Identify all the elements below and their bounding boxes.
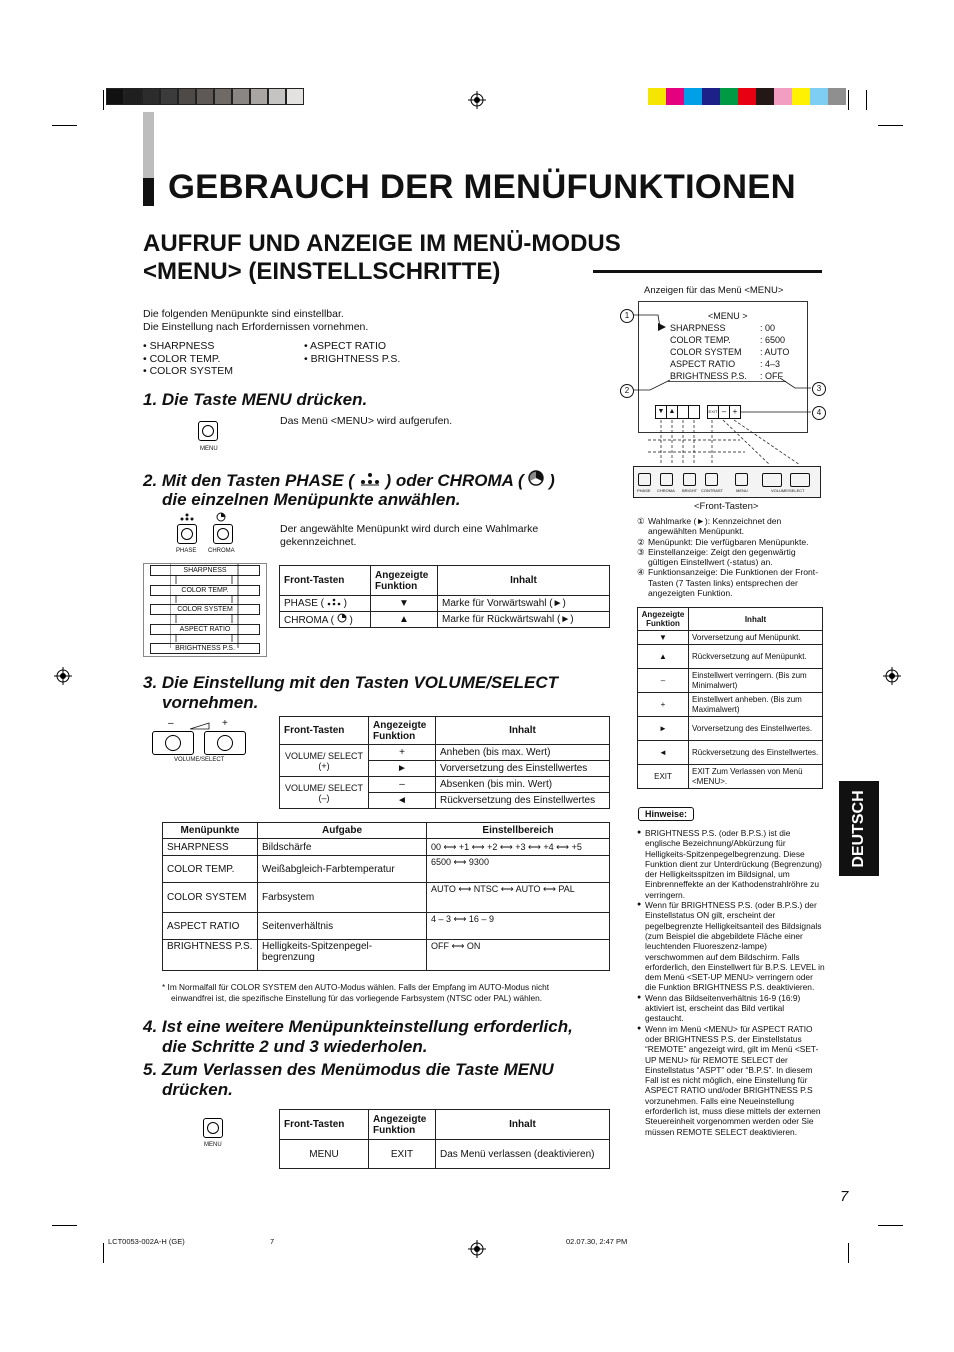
screen-item: BRIGHTNESS P.S.	[670, 371, 747, 381]
table-cell: PHASE ( )	[280, 596, 371, 612]
crop-mark	[866, 90, 867, 110]
volume-minus-front-button	[762, 473, 782, 487]
menu-button-label: MENU	[204, 1142, 222, 1148]
screen-legend	[637, 516, 827, 598]
menu-button-icon	[203, 1118, 223, 1138]
table-cell: Weißabgleich-Farbtemperatur	[258, 856, 427, 883]
language-tab-label: DEUTSCH	[850, 789, 867, 868]
cell-text: CHROMA (	[284, 615, 334, 626]
footer-page: 7	[270, 1237, 275, 1246]
table-cell: BRIGHTNESS P.S.	[163, 940, 258, 971]
function-table	[637, 607, 823, 789]
exit-indicator: EXIT	[707, 405, 719, 419]
ladder-item: SHARPNESS	[150, 565, 260, 576]
notes-list	[637, 828, 825, 1137]
table-row	[638, 669, 823, 693]
table-header: Angezeigte Funktion	[638, 608, 689, 631]
table-cell: Absenken (bis min. Wert)	[436, 777, 610, 793]
color-swatch	[828, 88, 846, 105]
screen-value: : 6500	[760, 335, 786, 345]
table-header: Front-Tasten	[280, 1110, 369, 1140]
table-cell: Rückversetzung des Einstellwertes.	[689, 741, 823, 765]
gray-swatch	[142, 88, 160, 105]
table-cell: COLOR TEMP.	[163, 856, 258, 883]
table-row	[638, 717, 823, 741]
legend-number: ③	[637, 546, 645, 557]
ladder-item: ASPECT RATIO	[150, 624, 260, 635]
minus-label: –	[168, 718, 174, 729]
table-row	[280, 596, 610, 612]
table-row	[280, 745, 610, 761]
volume-select-label: VOLUME/SELECT	[174, 757, 225, 763]
footer-date: 02.07.30, 2:47 PM	[566, 1237, 628, 1246]
step4-heading-line2: die Schritte 2 und 3 wiederholen.	[162, 1037, 428, 1056]
list-item: • BRIGHTNESS P.S.	[304, 352, 401, 365]
table-cell: ►	[638, 717, 689, 741]
gray-margin-bar	[143, 112, 154, 182]
volume-plus-front-button	[790, 473, 810, 487]
table-cell: Bildschärfe	[258, 839, 427, 856]
table-cell: Einstellwert anheben. (Bis zum Maximalwert)	[689, 693, 823, 717]
front-label: VOLUME/SELECT	[771, 488, 805, 493]
table-row	[638, 631, 823, 645]
table-header: Angezeigte Funktion	[369, 1110, 436, 1140]
chroma-front-button	[660, 473, 673, 486]
step2-heading	[143, 470, 555, 491]
table-cell: Marke für Vorwärtswahl (►)	[438, 596, 610, 612]
color-swatch	[810, 88, 828, 105]
table-row	[638, 645, 823, 669]
crop-mark	[103, 1243, 104, 1263]
table-cell: EXIT	[369, 1140, 436, 1169]
table-cell: Das Menü verlassen (deaktivieren)	[436, 1140, 610, 1169]
color-swatch	[738, 88, 756, 105]
language-tab	[839, 781, 879, 876]
table-header: Menüpunkte	[163, 823, 258, 839]
table-row	[163, 940, 610, 971]
table-header: Front-Tasten	[280, 566, 371, 596]
table-cell: ◄	[638, 741, 689, 765]
screen-value: : AUTO	[760, 347, 790, 357]
table-header: Aufgabe	[258, 823, 427, 839]
table-cell: ►	[369, 761, 436, 777]
table-cell: Seitenverhältnis	[258, 913, 427, 940]
screen-caption: Anzeigen für das Menü <MENU>	[644, 285, 784, 296]
legend-item	[637, 567, 827, 598]
table-cell: MENU	[280, 1140, 369, 1169]
table-cell: –	[638, 669, 689, 693]
screen-item: COLOR TEMP.	[670, 335, 731, 345]
step2-heading-part: ) oder CHROMA (	[385, 471, 524, 490]
table-cell: ▲	[371, 612, 438, 628]
table-cell: –	[369, 777, 436, 793]
footnote-line: * Im Normalfall für COLOR SYSTEM den AUTO-Modus wählen. Falls der Empfang im AUTO-Modus nicht	[162, 982, 550, 992]
menu-items-table	[162, 822, 610, 971]
table-cell: 4 – 3 ⟷ 16 – 9	[427, 913, 610, 940]
notes-title: Hinweise:	[638, 807, 694, 821]
legend-text: Funktionsanzeige: Die Funktionen der Front-Tasten (7 Tasten links) entsprechen der angezeigten Funktion.	[648, 567, 819, 599]
screen-item: SHARPNESS	[670, 323, 726, 333]
bullet-icon: ●	[637, 1024, 642, 1032]
front-label: BRIGHT	[682, 488, 698, 493]
phase-icon	[327, 598, 341, 606]
title-rule	[593, 270, 822, 273]
intro-line-1: Die folgenden Menüpunkte sind einstellbar.	[143, 308, 344, 320]
phase-button	[177, 524, 197, 544]
table-header: Inhalt	[436, 717, 610, 745]
chroma-icon	[528, 470, 544, 486]
callout-leaders	[620, 300, 835, 480]
table-cell: AUTO ⟷ NTSC ⟷ AUTO ⟷ PAL	[427, 883, 610, 913]
crop-mark	[848, 1243, 849, 1263]
table-cell: Rückversetzung auf Menüpunkt.	[689, 645, 823, 669]
intro-list-col1	[143, 340, 233, 378]
table-row	[163, 913, 610, 940]
phase-front-button	[638, 473, 651, 486]
color-swatch	[666, 88, 684, 105]
step5-heading-line2: drücken.	[162, 1080, 233, 1099]
front-label: PHASE	[637, 488, 651, 493]
table-cell: ▼	[371, 596, 438, 612]
table-cell: Farbsystem	[258, 883, 427, 913]
note-item	[637, 993, 825, 1024]
plus-label: +	[222, 718, 228, 729]
gray-swatch	[160, 88, 178, 105]
note-item	[637, 828, 825, 900]
step5-table	[279, 1109, 610, 1169]
intro-text	[143, 308, 368, 333]
registration-mark-icon	[468, 91, 486, 109]
step1-description: Das Menü <MENU> wird aufgerufen.	[280, 415, 453, 427]
front-label: CHROMA	[657, 488, 675, 493]
screen-value: : 00	[760, 323, 776, 333]
section-title-line1: AUFRUF UND ANZEIGE IM MENÜ-MODUS	[143, 230, 621, 257]
table-cell: Einstellwert verringern. (Bis zum Minimalwert)	[689, 669, 823, 693]
table-cell: Marke für Rückwärtswahl (►)	[438, 612, 610, 628]
table-cell: Rückversetzung des Einstellwertes	[436, 793, 610, 809]
screen-value: : 4–3	[760, 359, 781, 369]
chroma-button	[213, 524, 233, 544]
list-item: • COLOR SYSTEM	[143, 365, 234, 377]
table-header: Angezeigte Funktion	[371, 566, 438, 596]
table-header: Front-Tasten	[280, 717, 369, 745]
list-item: • ASPECT RATIO	[304, 340, 387, 352]
note-text: Wenn für BRIGHTNESS P.S. (oder B.P.S.) der Einstellstatus ON gilt, erscheint der pegelbegrenzte Helligkeitsanteil des Bildsignals (zum Beispiel die abgebildete Fläche einer leuchtenden Fluoreszenz-lampe) verschwommen auf dem Bildschirm. Falls erforderlich, den Einstellwert für B.P.S. LEVEL in dem Menü <SET-UP MENU> verringern oder die Funktion BRIGHTNESS P.S. deaktivieren.	[645, 900, 825, 993]
front-caption: <Front-Tasten>	[694, 501, 759, 512]
legend-item	[637, 537, 827, 547]
table-header: Angezeigte Funktion	[369, 717, 436, 745]
legend-text: Wahlmarke (►): Kennzeichnet den angewählten Menüpunkt.	[648, 516, 782, 537]
phase-button-label: PHASE	[176, 548, 197, 554]
table-row	[163, 856, 610, 883]
table-cell: Anheben (bis max. Wert)	[436, 745, 610, 761]
title-marker-bar	[143, 178, 154, 206]
color-swatch	[792, 88, 810, 105]
color-swatch	[648, 88, 666, 105]
color-swatch	[702, 88, 720, 105]
crop-mark	[52, 125, 77, 126]
phase-icon	[359, 472, 381, 486]
crop-mark	[103, 90, 104, 110]
intro-line-2: Die Einstellung nach Erfordernissen vornehmen.	[143, 320, 369, 333]
table-row	[638, 693, 823, 717]
table-cell: SHARPNESS	[163, 839, 258, 856]
cell-text: PHASE (	[284, 598, 325, 609]
table-cell: 6500 ⟷ 9300	[427, 856, 610, 883]
table-cell: ▼	[638, 631, 689, 645]
table-cell: Vorversetzung auf Menüpunkt.	[689, 631, 823, 645]
note-text: BRIGHTNESS P.S. (oder B.P.S.) ist die englische Bezeichnung/Abkürzung für Helligkeits-Spitzenpegelbegrenzung. Diese Funktion dient zur Unterdrückung (Begrenzung) der Helligkeitsspitzen im Bildsignal, um Einbrenneffekte an der Kathodenstrahlröhre zu verringern.	[645, 828, 822, 900]
gray-swatch	[196, 88, 214, 105]
step2-heading-part: 2. Mit den Tasten PHASE (	[143, 471, 354, 490]
table-row	[163, 839, 610, 856]
chroma-icon	[216, 512, 226, 522]
legend-text: Menüpunkt: Die verfügbaren Menüpunkte.	[648, 536, 809, 547]
section-title-line2: <MENU> (EINSTELLSCHRITTE)	[143, 258, 501, 285]
ladder-arrows	[170, 560, 240, 652]
table-row	[280, 612, 610, 628]
registration-mark-icon	[883, 667, 901, 685]
step3-table	[279, 716, 610, 809]
contrast-front-button	[705, 473, 718, 486]
note-text: Wenn im Menü <MENU> für ASPECT RATIO oder BRIGHTNESS P.S. der Einstellstatus “REMOTE” angezeigt wird, gilt im Menü <SET-UP MENU> für REMOTE SELECT der Einstellstatus “ASPT” oder “B.P.S”. In diesem Fall ist es nicht möglich, eine Einstellung für ASPECT RATIO und/oder BRIGHTNESS P.S vorzunehmen. Falls eine Neueinstellung erforderlich ist, muss diese mittels der externen Steuereinheit vorgenommen werden oder Sie müssen REMOTE SELECT deaktivieren.	[645, 1023, 821, 1137]
chroma-button-label: CHROMA	[208, 548, 235, 554]
table-cell: Helligkeits-Spitzenpegel-begrenzung	[258, 940, 427, 971]
legend-number: ①	[637, 516, 645, 526]
table-row	[280, 777, 610, 793]
front-panel	[633, 466, 821, 498]
table-header: Inhalt	[436, 1110, 610, 1140]
callout-2: 2	[620, 384, 634, 398]
intro-list-col2	[304, 340, 400, 365]
table-cell: +	[369, 745, 436, 761]
registration-mark-icon	[468, 1240, 486, 1258]
ladder-item: COLOR SYSTEM	[150, 604, 260, 615]
ladder-item: COLOR TEMP.	[150, 585, 260, 596]
table-header: Inhalt	[438, 566, 610, 596]
note-item	[637, 1024, 825, 1137]
table-row	[638, 765, 823, 789]
table-cell: ASPECT RATIO	[163, 913, 258, 940]
page-number: 7	[840, 1188, 849, 1205]
crop-mark	[52, 1225, 77, 1226]
crop-mark	[878, 1225, 903, 1226]
table-cell: COLOR SYSTEM	[163, 883, 258, 913]
step3-heading-line2: vornehmen.	[162, 693, 259, 712]
screen-item: ASPECT RATIO	[670, 359, 736, 369]
ladder-item: BRIGHTNESS P.S.	[150, 643, 260, 654]
table-cell: 00 ⟷ +1 ⟷ +2 ⟷ +3 ⟷ +4 ⟷ +5	[427, 839, 610, 856]
plus-indicator-icon: +	[729, 405, 741, 419]
table-row	[280, 1140, 610, 1169]
table-cell: CHROMA ( )	[280, 612, 371, 628]
gray-swatch	[250, 88, 268, 105]
table-cell: VOLUME/ SELECT (–)	[280, 777, 369, 809]
table-cell: ◄	[369, 793, 436, 809]
footer-code: LCT0053-002A-H (GE)	[108, 1237, 185, 1246]
front-label: CONTRAST	[701, 488, 723, 493]
gray-swatch	[214, 88, 232, 105]
color-swatch	[684, 88, 702, 105]
bullet-icon: ●	[637, 901, 642, 909]
list-item: • SHARPNESS	[143, 340, 215, 352]
chroma-icon	[337, 613, 347, 623]
gray-swatch	[286, 88, 304, 105]
menu-front-button	[735, 473, 748, 486]
volume-select-button-pair	[152, 731, 245, 755]
legend-item	[637, 547, 827, 568]
step2-description: Der angewählte Menüpunkt wird durch eine Wahlmarke gekennzeichnet.	[280, 523, 539, 548]
note-text: Wenn das Bildseitenverhältnis 16-9 (16:9) aktiviert ist, erscheint das Bild vertikal gestaucht.	[645, 992, 801, 1024]
table-cell: Vorversetzung des Einstellwertes	[436, 761, 610, 777]
page-title: GEBRAUCH DER MENÜFUNKTIONEN	[168, 168, 796, 206]
legend-text: Einstellanzeige: Zeigt den gegenwärtig gültigen Einstellwert (-status) an.	[648, 546, 796, 568]
front-label: MENU	[736, 488, 748, 493]
menu-table-footnote	[162, 982, 549, 1004]
step3-heading: 3. Die Einstellung mit den Tasten VOLUME/SELECT	[143, 673, 558, 692]
table-header: Einstellbereich	[427, 823, 610, 839]
volume-ramp-icon	[189, 722, 211, 730]
table-cell: ▲	[638, 645, 689, 669]
menu-button-icon	[198, 421, 218, 441]
step1-heading: 1. Die Taste MENU drücken.	[143, 390, 368, 409]
step2-table	[279, 565, 610, 628]
table-cell: OFF ⟷ ON	[427, 940, 610, 971]
legend-number: ④	[637, 567, 645, 578]
step5-heading: 5. Zum Verlassen des Menümodus die Taste MENU	[143, 1060, 554, 1079]
step2-heading-line2: die einzelnen Menüpunkte anwählen.	[162, 490, 461, 509]
table-cell: EXIT Zum Verlassen von Menü <MENU>.	[689, 765, 823, 789]
table-row	[163, 883, 610, 913]
callout-1: 1	[620, 309, 634, 323]
legend-number: ②	[637, 536, 645, 547]
callout-4: 4	[812, 406, 826, 420]
table-row	[638, 741, 823, 765]
table-cell: Vorversetzung des Einstellwertes.	[689, 717, 823, 741]
bullet-icon: ●	[637, 993, 642, 1001]
bullet-icon: ●	[637, 829, 642, 836]
gray-swatch	[232, 88, 250, 105]
gray-swatch	[106, 88, 124, 105]
volume-minus-button	[152, 731, 194, 755]
crop-mark	[848, 90, 849, 110]
step2-heading-part: )	[549, 471, 555, 490]
note-item	[637, 900, 825, 993]
minus-indicator-icon: –	[718, 405, 730, 419]
down-indicator-icon: ▼	[655, 405, 667, 419]
phase-icon	[180, 513, 194, 522]
step4-heading: 4. Ist eine weitere Menüpunkteinstellung erforderlich,	[143, 1017, 573, 1036]
color-swatch	[774, 88, 792, 105]
table-header: Inhalt	[689, 608, 823, 631]
up-indicator-icon: ▲	[666, 405, 678, 419]
volume-plus-button	[204, 731, 246, 755]
legend-item	[637, 516, 827, 537]
table-cell: +	[638, 693, 689, 717]
list-item: • COLOR TEMP.	[143, 352, 221, 365]
callout-3: 3	[812, 382, 826, 396]
gray-swatch	[178, 88, 196, 105]
table-cell: VOLUME/ SELECT (+)	[280, 745, 369, 777]
gray-swatch	[268, 88, 286, 105]
screen-value: : OFF	[760, 371, 783, 381]
table-cell: EXIT	[638, 765, 689, 789]
registration-mark-icon	[54, 667, 72, 685]
gray-swatch	[124, 88, 142, 105]
footnote-line: einwandfrei ist, die spezifische Einstellung für das vorliegende Farbsystem (NTSC oder PAL) wählen.	[171, 993, 543, 1003]
crop-mark	[878, 125, 903, 126]
screen-item: COLOR SYSTEM	[670, 347, 742, 357]
color-swatch	[756, 88, 774, 105]
bright-front-button	[683, 473, 696, 486]
screen-title: <MENU >	[708, 311, 748, 321]
color-swatch	[720, 88, 738, 105]
menu-button-label: MENU	[200, 446, 218, 452]
